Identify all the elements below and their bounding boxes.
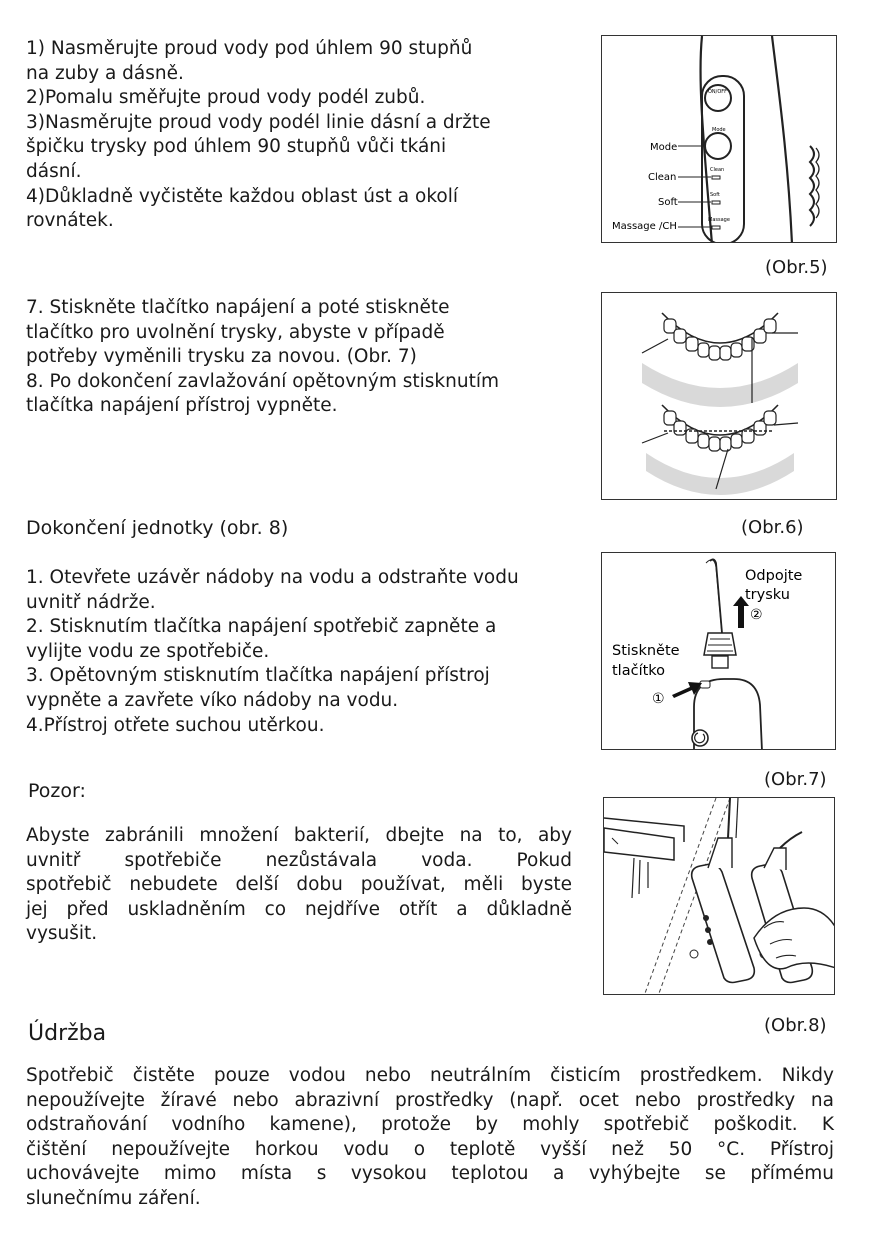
text-line: 2)Pomalu směřujte proud vody podél zubů. (26, 87, 426, 109)
text-line: Spotřebič čistěte pouze vodou nebo neutrálním čisticím prostředkem. Nikdy (26, 1065, 834, 1086)
irrigator-buttons-illustration (602, 36, 837, 243)
text-line: odstraňování vodního kamene), protože by mohly spotřebič poškodit. K (26, 1114, 834, 1136)
text-line: dásní. (26, 160, 82, 182)
text-line: 1. Otevřete uzávěr nádoby na vodu a odstraňte vodu (26, 567, 519, 588)
text-line: vypněte a zavřete víko nádoby na vodu. (26, 689, 399, 711)
figure-8-caption: (Obr.8) (764, 1015, 827, 1036)
text-line: tlačítka napájení přístroj vypněte. (26, 395, 338, 417)
maintenance-paragraph (26, 1064, 834, 1212)
text-line: slunečnímu záření. (26, 1187, 201, 1209)
text-line: spotřebič nebudete delší dobu používat, měli byste (26, 874, 572, 896)
step-1-marker: ① (652, 691, 665, 707)
onoff-text: ON/OFF (708, 89, 728, 95)
figure-6-caption: (Obr.6) (741, 517, 804, 538)
heading-finishing-unit: Dokončení jednotky (obr. 8) (26, 517, 289, 539)
figure-6-teeth-cleaning (601, 292, 837, 500)
text-line: 3. Opětovným stisknutím tlačítka napájení přístroj (26, 665, 490, 687)
instructions-block-1 (26, 37, 491, 234)
svg-text:Mode: Mode (712, 127, 726, 133)
figure-5-caption: (Obr.5) (765, 257, 828, 278)
label-press-line-2: tlačítko (612, 663, 666, 679)
svg-text:Clean: Clean (710, 167, 725, 173)
label-massage: Massage /CH (612, 221, 677, 232)
text-line: uvnitř nádrže. (26, 591, 156, 613)
drying-illustration (604, 798, 835, 995)
text-line: uchovávejte mimo místa s vysokou teplotou a vyhýbejte se přímému (26, 1163, 834, 1185)
figure-8-drying (603, 797, 835, 995)
text-line: uvnitř spotřebiče nezůstávala voda. Pokud (26, 849, 572, 871)
instructions-block-2 (26, 296, 499, 419)
instructions-block-3 (26, 566, 519, 738)
figure-7-nozzle-removal (601, 552, 836, 750)
label-detach-line-2: trysku (745, 587, 790, 603)
caution-paragraph (26, 824, 572, 947)
text-line: 2. Stisknutím tlačítka napájení spotřebič zapněte a (26, 616, 497, 638)
text-line: Abyste zabránili množení bakterií, dbejte na to, aby (26, 825, 572, 846)
teeth-arch-illustration (602, 293, 837, 500)
figure-7-caption: (Obr.7) (764, 769, 827, 790)
text-line: 4.Přístroj otřete suchou utěrkou. (26, 714, 325, 736)
step-2-marker: ② (750, 607, 763, 623)
label-clean: Clean (648, 172, 677, 183)
svg-text:Soft: Soft (710, 192, 720, 198)
text-line: jej před uskladněním co nejdříve otřít a důkladně (26, 898, 572, 920)
text-line: nepoužívejte žíravé nebo abrazivní prostředky (např. ocet nebo prostředky na (26, 1089, 834, 1111)
text-line: vysušit. (26, 923, 98, 945)
text-line: špičku trysky pod úhlem 90 stupňů vůči tkáni (26, 136, 447, 158)
text-line: vylijte vodu ze spotřebiče. (26, 640, 270, 662)
label-detach-line-1: Odpojte (745, 568, 803, 584)
text-line: 7. Stiskněte tlačítko napájení a poté stiskněte (26, 297, 450, 318)
heading-maintenance: Údržba (28, 1021, 107, 1046)
text-line: rovnátek. (26, 210, 114, 232)
heading-caution: Pozor: (28, 780, 86, 802)
label-soft: Soft (658, 197, 678, 208)
text-line: 4)Důkladně vyčistěte každou oblast úst a okolí (26, 185, 458, 207)
figure-5-device-buttons (601, 35, 837, 243)
text-line: na zuby a dásně. (26, 62, 184, 84)
text-line: 3)Nasměrujte proud vody podél linie dásní a držte (26, 111, 491, 133)
text-line: tlačítko pro uvolnění trysky, abyste v případě (26, 321, 445, 343)
svg-text:Massage: Massage (708, 217, 730, 223)
label-mode: Mode (650, 142, 678, 153)
text-line: čištění nepoužívejte horkou vodu o teplotě vyšší než 50 °C. Přístroj (26, 1138, 834, 1160)
text-line: 1) Nasměrujte proud vody pod úhlem 90 stupňů (26, 38, 473, 59)
label-press-line-1: Stiskněte (612, 643, 680, 659)
text-line: potřeby vyměnili trysku za novou. (Obr. 7) (26, 346, 417, 368)
nozzle-removal-illustration (602, 553, 836, 750)
text-line: 8. Po dokončení zavlažování opětovným stisknutím (26, 370, 500, 392)
